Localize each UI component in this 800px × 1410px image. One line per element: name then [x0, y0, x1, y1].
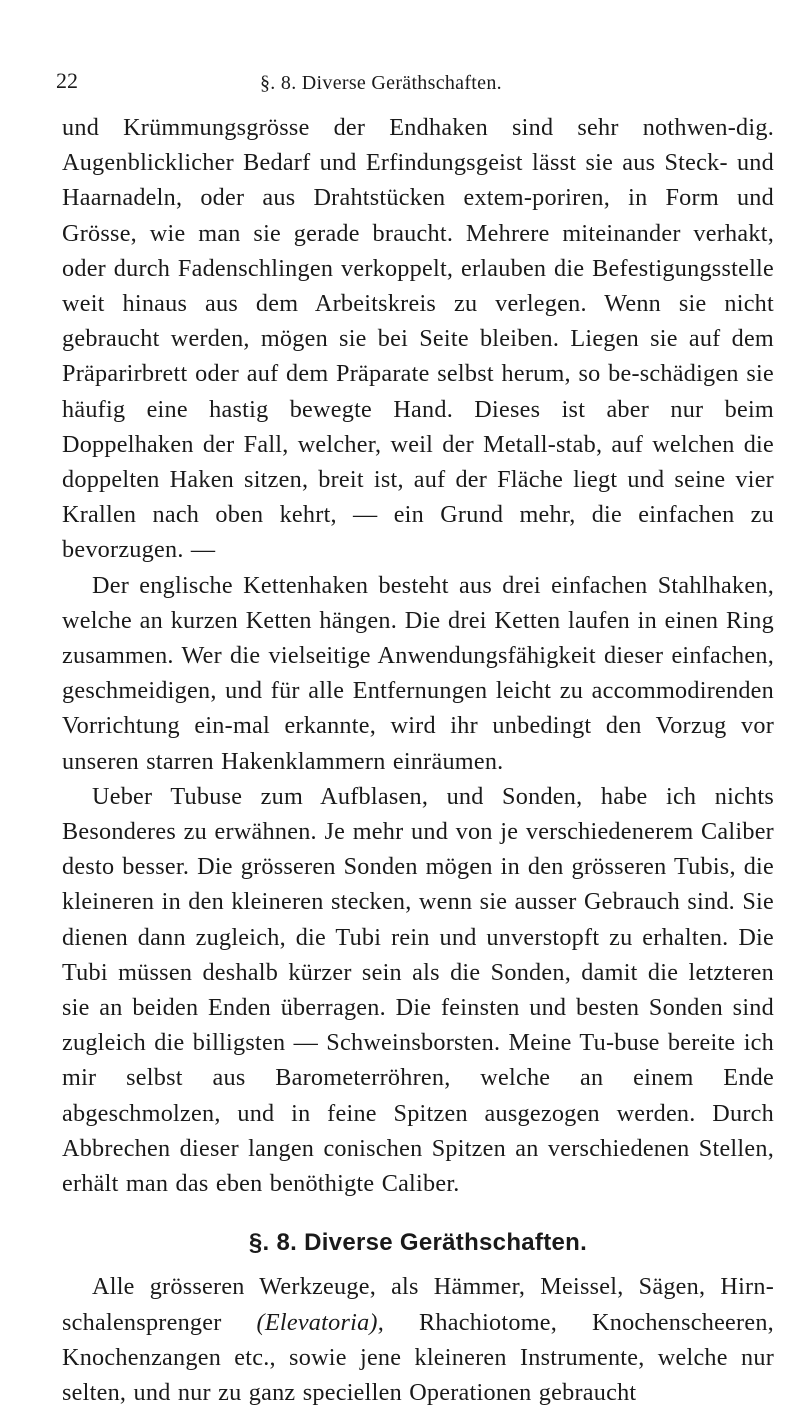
- section-heading: §. 8. Diverse Geräthschaften.: [248, 1229, 588, 1257]
- paragraph-tubes-probes: Ueber Tubuse zum Aufblasen, und Sonden, habe ich nichts Besonderes zu erwähnen. Je mehr und von je verschiedenerem Caliber desto besser. Die grösseren Sonden mögen in den grösseren Tubis, die kleineren in den kleineren stecken, wenn sie ausser Gebrauch sind. Sie dienen dann zugleich, die Tubi rein und unverstopft zu erhalten. Die Tubi müssen deshalb kürzer sein als die Sonden, damit die letzteren sie an beiden Enden überragen. Die feinsten und besten Sonden sind zugleich die billigsten — Schweinsborsten. Meine Tu-buse bereite ich mir selbst aus Barometerröhren, welche an einem Ende abgeschmolzen, und in feine Spitzen ausgezogen werden. Durch Abbrechen dieser langen conischen Spitzen an verschiedenen Stellen, erhält man das eben benöthigte Caliber.: [62, 782, 774, 1198]
- paragraph-chain-hooks: Der englische Kettenhaken besteht aus drei einfachen Stahlhaken, welche an kurzen Ketten hängen. Die drei Ketten laufen in einen Ring zusammen. Wer die vielseitige Anwendungsfähigkeit dieser einfachen, geschmeidigen, und für alle Entfernungen leicht zu accommodirenden Vorrichtung ein-mal erkannte, wird ihr unbedingt den Vorzug vor unseren starren Hakenklammern einräumen.: [62, 571, 774, 775]
- paragraph-tools-part1: Alle grösseren Werkzeuge, als Hämmer, Meissel, Sägen, Hirn-schalensprenger: [62, 1273, 774, 1336]
- paragraph-hooks-continued: und Krümmungsgrösse der Endhaken sind sehr nothwen-dig. Augenblicklicher Bedarf und Erfindungsgeist lässt sie aus Steck- und Haarnadeln, oder aus Drahtstücken extem-poriren, in Form und Grösse, wie man sie gerade braucht. Mehrere miteinander verhakt, oder durch Fadenschlingen verkoppelt, erlauben die Befestigungsstelle weit hinaus aus dem Arbeitskreis zu verlegen. Wenn sie nicht gebraucht werden, mögen sie bei Seite bleiben. Liegen sie auf dem Präparirbrett oder auf dem Präparate selbst herum, so be-schädigen sie häufig eine hastig bewegte Hand. Dieses ist aber nur beim Doppelhaken der Fall, welcher, weil der Metall-stab, auf welchen die doppelten Haken sitzen, breit ist, auf der Fläche liegt und seine vier Krallen nach oben kehrt, — ein Grund mehr, die einfachen zu bevorzugen. —: [62, 114, 774, 564]
- page-number: 22: [56, 68, 78, 93]
- book-page: [56, 0, 774, 1410]
- paragraph-tools: [62, 1269, 774, 1410]
- italic-term: (Elevatoria),: [256, 1308, 385, 1336]
- paragraph-tools-part2: Rhachiotome, Knochenscheeren, Knochenzangen etc., sowie jene kleineren Instrumente, welche nur selten, und nur zu ganz speciellen Operationen gebraucht: [62, 1308, 774, 1406]
- page-header: [56, 0, 774, 94]
- running-title: §. 8. Diverse Geräthschaften.: [260, 72, 502, 94]
